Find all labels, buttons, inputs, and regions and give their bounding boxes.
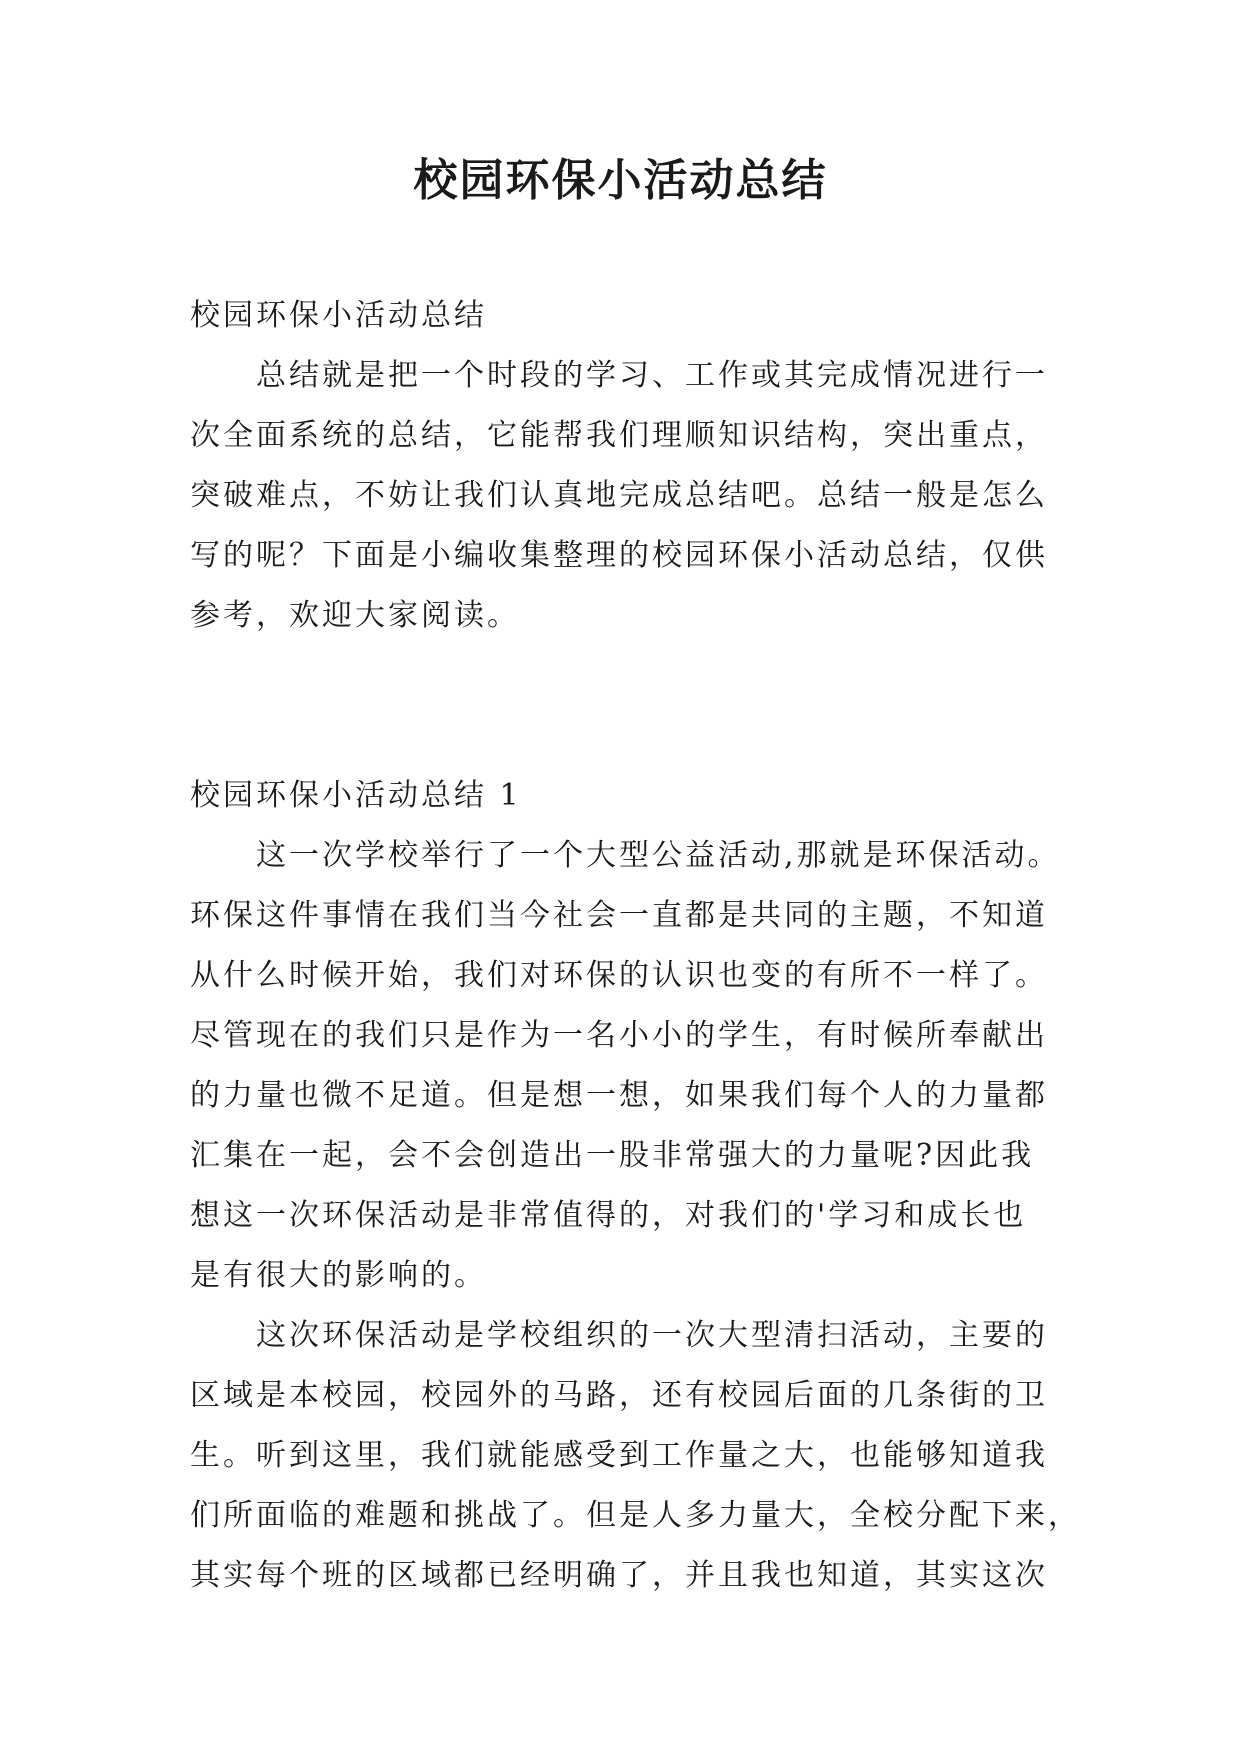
- paragraph-line: 汇集在一起，会不会创造出一股非常强大的力量呢?因此我: [190, 1138, 1035, 1173]
- section-spacer: [190, 646, 1070, 766]
- paragraph-line: 写的呢？下面是小编收集整理的校园环保小活动总结，仅供: [190, 538, 1048, 573]
- section-heading: 校园环保小活动总结 1: [190, 778, 522, 813]
- document-title: 校园环保小活动总结: [413, 155, 828, 206]
- paragraph-line: 这一次学校举行了一个大型公益活动,那就是环保活动。: [256, 838, 1061, 873]
- intro-paragraph: [190, 346, 1070, 646]
- paragraph-line: 想这一次环保活动是非常值得的，对我们的'学习和成长也: [190, 1198, 1027, 1233]
- document-body: [190, 286, 1081, 1606]
- paragraph-line: 是有很大的影响的。: [190, 1258, 487, 1293]
- paragraph-line: 总结就是把一个时段的学习、工作或其完成情况进行一: [256, 358, 1048, 393]
- paragraph-line: 其实每个班的区域都已经明确了，并且我也知道，其实这次: [190, 1558, 1048, 1593]
- paragraph-line: 环保这件事情在我们当今社会一直都是共同的主题，不知道: [190, 898, 1048, 933]
- body-paragraph: [190, 826, 1070, 1306]
- paragraph-line: 次全面系统的总结，它能帮我们理顺知识结构，突出重点，: [190, 418, 1048, 453]
- section-heading: 校园环保小活动总结: [190, 298, 487, 333]
- paragraph-line: 们所面临的难题和挑战了。但是人多力量大，全校分配下来，: [190, 1498, 1081, 1533]
- paragraph-line: 这次环保活动是学校组织的一次大型清扫活动，主要的: [256, 1318, 1048, 1353]
- paragraph-line: 生。听到这里，我们就能感受到工作量之大，也能够知道我: [190, 1438, 1048, 1473]
- paragraph-line: 区域是本校园，校园外的马路，还有校园后面的几条街的卫: [190, 1378, 1048, 1413]
- paragraph-line: 突破难点，不妨让我们认真地完成总结吧。总结一般是怎么: [190, 478, 1048, 513]
- paragraph-line: 从什么时候开始，我们对环保的认识也变的有所不一样了。: [190, 958, 1048, 993]
- paragraph-line: 尽管现在的我们只是作为一名小小的学生，有时候所奉献出: [190, 1018, 1048, 1053]
- paragraph-line: 的力量也微不足道。但是想一想，如果我们每个人的力量都: [190, 1078, 1048, 1113]
- body-paragraph: [190, 1306, 1081, 1606]
- paragraph-line: 参考，欢迎大家阅读。: [190, 598, 520, 633]
